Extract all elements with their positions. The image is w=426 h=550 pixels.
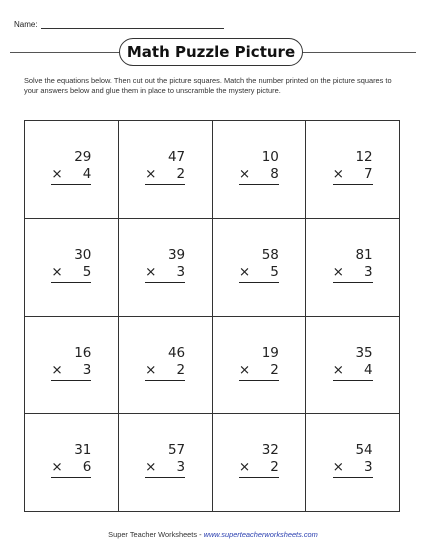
times-sign: × <box>145 361 157 378</box>
name-input-line[interactable] <box>41 20 224 29</box>
times-sign: × <box>332 361 344 378</box>
problem-cell <box>306 219 400 317</box>
multiplication-problem <box>333 247 373 283</box>
problem-cell <box>306 317 400 415</box>
problem-cell <box>119 414 213 512</box>
multiplication-problem <box>239 442 279 478</box>
times-sign: × <box>145 263 157 280</box>
times-sign: × <box>51 263 63 280</box>
multiplication-problem <box>333 345 373 381</box>
multiplicand: 19 <box>261 344 279 361</box>
multiplication-problem <box>239 149 279 185</box>
multiplication-problem <box>145 345 185 381</box>
multiplier: 2 <box>270 459 279 476</box>
page-title: Math Puzzle Picture <box>119 38 303 66</box>
multiplicand: 54 <box>355 442 373 459</box>
multiplier: 6 <box>82 459 92 476</box>
multiplier: 5 <box>82 263 92 280</box>
multiplier-row <box>239 264 279 283</box>
multiplier: 4 <box>364 361 373 378</box>
multiplier-row <box>145 166 185 185</box>
multiplicand: 46 <box>167 344 186 361</box>
multiplication-problem <box>51 149 91 185</box>
name-field-row <box>14 20 224 29</box>
multiplication-problem <box>51 345 91 381</box>
times-sign: × <box>51 166 63 182</box>
multiplier: 2 <box>270 361 279 378</box>
times-sign: × <box>145 459 157 476</box>
multiplier-row <box>145 264 185 283</box>
multiplicand: 58 <box>261 246 279 263</box>
problem-cell <box>306 121 400 219</box>
problem-cell <box>213 121 307 219</box>
multiplicand: 29 <box>74 149 92 165</box>
times-sign: × <box>238 361 251 378</box>
footer-site-link[interactable]: www.superteacherworksheets.com <box>203 530 318 539</box>
multiplier-row <box>333 264 373 283</box>
multiplicand: 32 <box>261 442 279 459</box>
multiplier-row <box>51 264 91 283</box>
times-sign: × <box>238 166 251 182</box>
multiplication-problem <box>145 442 185 478</box>
multiplication-problem <box>333 149 373 185</box>
problem-cell <box>306 414 400 512</box>
times-sign: × <box>238 459 251 476</box>
multiplicand: 57 <box>167 442 186 459</box>
multiplier-row <box>333 362 373 381</box>
times-sign: × <box>332 263 344 280</box>
multiplicand: 10 <box>261 149 279 165</box>
multiplier-row <box>239 459 279 478</box>
problem-cell <box>213 219 307 317</box>
multiplier: 3 <box>364 263 373 280</box>
times-sign: × <box>332 459 344 476</box>
multiplier: 7 <box>364 166 373 182</box>
problem-cell <box>119 317 213 415</box>
multiplicand: 31 <box>74 442 92 459</box>
problem-cell <box>25 219 119 317</box>
multiplier-row <box>239 362 279 381</box>
multiplication-problem <box>145 149 185 185</box>
problem-cell <box>25 414 119 512</box>
multiplier-row <box>51 166 91 185</box>
multiplier-row <box>145 362 185 381</box>
multiplier: 3 <box>364 459 373 476</box>
multiplicand: 47 <box>167 149 186 165</box>
times-sign: × <box>238 263 251 280</box>
multiplier-row <box>145 459 185 478</box>
multiplier: 8 <box>270 166 279 182</box>
multiplication-problem <box>239 247 279 283</box>
multiplicand: 30 <box>74 246 92 263</box>
multiplier-row <box>333 459 373 478</box>
problem-cell <box>119 121 213 219</box>
multiplier-row <box>51 459 91 478</box>
times-sign: × <box>51 459 63 476</box>
problem-cell <box>213 317 307 415</box>
times-sign: × <box>51 361 63 378</box>
multiplier-row <box>333 166 373 185</box>
times-sign: × <box>332 166 344 182</box>
multiplication-problem <box>145 247 185 283</box>
multiplier: 3 <box>82 361 92 378</box>
multiplier: 2 <box>176 166 186 182</box>
multiplier: 5 <box>270 263 279 280</box>
multiplier-row <box>239 166 279 185</box>
times-sign: × <box>145 166 157 182</box>
footer-prefix: Super Teacher Worksheets - <box>108 530 204 539</box>
multiplier: 3 <box>176 263 186 280</box>
multiplicand: 35 <box>355 344 373 361</box>
name-label: Name: <box>14 20 38 29</box>
multiplier: 2 <box>176 361 186 378</box>
problem-cell <box>25 121 119 219</box>
multiplication-problem <box>239 345 279 381</box>
instructions-text: Solve the equations below. Then cut out the picture squares. Match the number printed on the picture squares to your answers below and glue them in place to unscramble the mystery picture. <box>24 76 392 95</box>
multiplicand: 81 <box>355 246 373 263</box>
multiplication-problem <box>51 247 91 283</box>
multiplier: 4 <box>82 166 92 182</box>
problem-cell <box>213 414 307 512</box>
multiplicand: 39 <box>167 246 186 263</box>
multiplier-row <box>51 362 91 381</box>
problem-cell <box>25 317 119 415</box>
multiplier: 3 <box>176 459 186 476</box>
footer <box>0 530 426 539</box>
multiplication-problem <box>333 442 373 478</box>
problem-cell <box>119 219 213 317</box>
multiplicand: 12 <box>355 149 373 165</box>
multiplication-problem <box>51 442 91 478</box>
multiplicand: 16 <box>74 344 92 361</box>
problem-grid <box>24 120 400 512</box>
